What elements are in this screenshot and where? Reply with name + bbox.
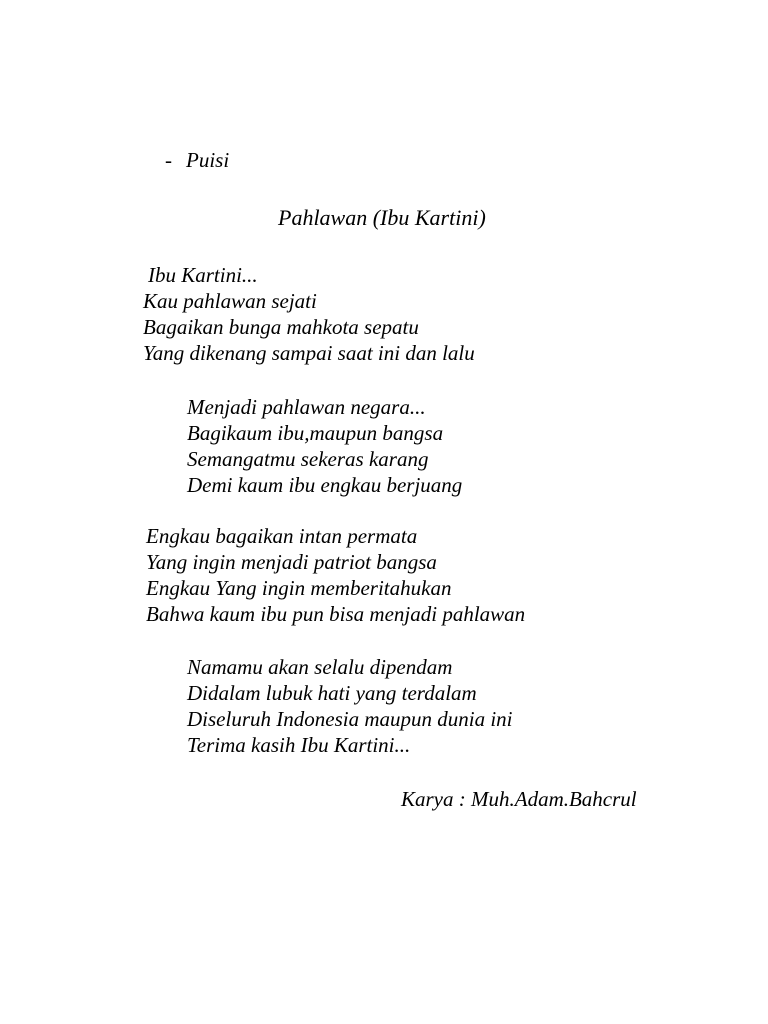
- poem-line: Kau pahlawan sejati: [143, 289, 317, 313]
- poem-line: Engkau bagaikan intan permata: [146, 524, 418, 548]
- poem-line: Yang dikenang sampai saat ini dan lalu: [143, 341, 475, 365]
- poem-stanza-1: [143, 262, 475, 366]
- poem-line: Diseluruh Indonesia maupun dunia ini: [187, 707, 513, 731]
- poem-line: Menjadi pahlawan negara...: [187, 395, 426, 419]
- poem-line: Bahwa kaum ibu pun bisa menjadi pahlawan: [146, 602, 526, 626]
- poem-line: Demi kaum ibu engkau berjuang: [187, 473, 463, 497]
- poem-line: Semangatmu sekeras karang: [187, 447, 429, 471]
- poem-title: Pahlawan (Ibu Kartini): [278, 205, 486, 230]
- section-heading: Puisi: [186, 148, 230, 172]
- poem-line: Ibu Kartini...: [148, 263, 258, 287]
- poem-line: Yang ingin menjadi patriot bangsa: [146, 550, 437, 574]
- poem-line: Didalam lubuk hati yang terdalam: [187, 681, 477, 705]
- poem-stanza-3: [146, 523, 525, 627]
- poem-line: Bagikaum ibu,maupun bangsa: [187, 421, 444, 445]
- author-credit: Karya : Muh.Adam.Bahcrul: [401, 787, 637, 811]
- poem-stanza-2: [187, 394, 462, 498]
- poem-line: Engkau Yang ingin memberitahukan: [146, 576, 452, 600]
- poem-stanza-4: [187, 654, 513, 758]
- section-bullet: -: [165, 148, 172, 172]
- poem-line: Namamu akan selalu dipendam: [187, 655, 453, 679]
- poem-line: Terima kasih Ibu Kartini...: [187, 733, 411, 757]
- poem-line: Bagaikan bunga mahkota sepatu: [143, 315, 419, 339]
